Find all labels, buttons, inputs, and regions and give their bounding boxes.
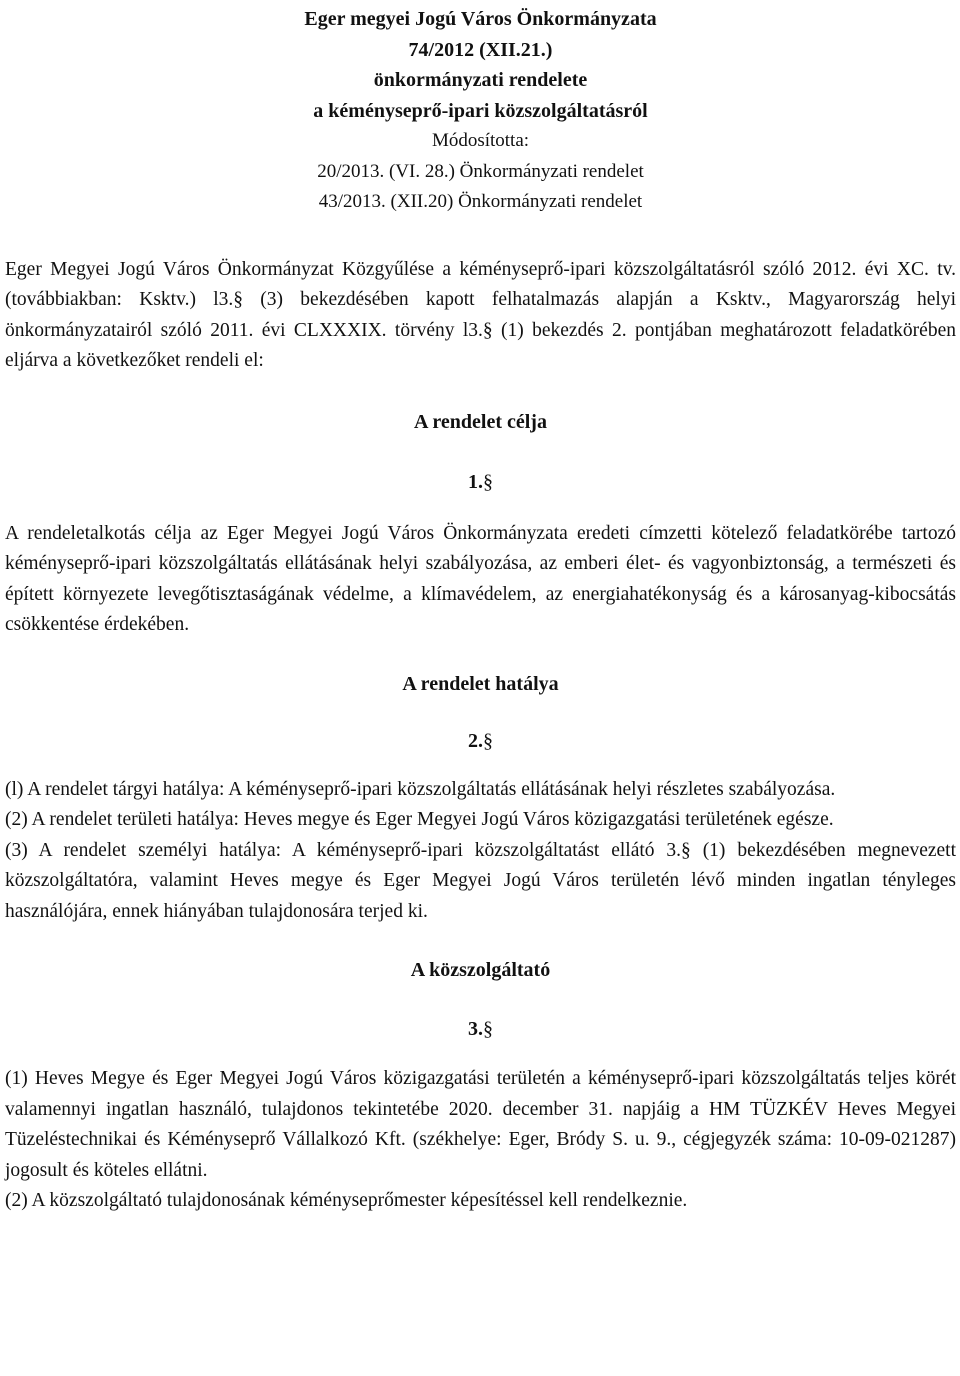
section-1-number-text: 1. bbox=[468, 471, 483, 493]
section-2-number bbox=[5, 726, 956, 757]
section-2-number-text: 2. bbox=[468, 730, 483, 752]
section-1-text: A rendeletalkotás célja az Eger Megyei Jogú Város Önkormányzata eredeti címzetti kötelező feladatkörébe tartozó kéményseprő-ipari közszolgáltatás ellátásának helyi szabályozása, az emberi élet- és vagyonbiztonság, a természeti és épített környezete levegőtisztaságának védelme, a klímavédelem, az energiahatékonyság és a károsanyag-kibocsátás csökkentése érdekében. bbox=[5, 522, 956, 635]
section-1-heading: A rendelet célja bbox=[414, 410, 547, 433]
amendment-1: 20/2013. (VI. 28.) Önkormányzati rendelet bbox=[317, 160, 644, 182]
section-1-number bbox=[5, 467, 956, 498]
paragraph-symbol: § bbox=[483, 471, 493, 493]
decree-subject: a kéményseprő-ipari közszolgáltatásról bbox=[313, 99, 648, 122]
section-3-paragraph-1: (1) Heves Megye és Eger Megyei Jogú Város közigazgatási területén a kéményseprő-ipari közszolgáltatás teljes körét valamennyi ingatlan használó, tulajdonos tekintetébe 2020. december 31. napjáig a HM TÜZKÉV Heves Megyei Tüzeléstechnikai és Kéményseprő Vállalkozó Kft. (székhelye: Eger, Bródy S. u. 9., cégjegyzék száma: 10-09-021287) jogosult és köteles ellátni. bbox=[5, 1068, 956, 1181]
section-3-number-text: 3. bbox=[468, 1017, 483, 1040]
preamble: Eger Megyei Jogú Város Önkormányzat Közgyűlése a kéményseprő-ipari közszolgáltatásról szóló 2012. évi XC. tv. (továbbiakban: Ksktv.) l3.§ (3) bekezdésében kapott felhatalmazás alapján a Ksktv., Magyarország helyi önkormányzatairól szóló 2011. évi CLXXXIX. törvény l3.§ (1) bekezdés 2. pontjában meghatározott feladatkörében eljárva a következőket rendeli el: bbox=[5, 258, 956, 371]
paragraph-symbol: § bbox=[483, 1017, 493, 1040]
modified-by-label: Módosította: bbox=[431, 130, 530, 151]
section-3-number bbox=[5, 1014, 956, 1045]
section-2-paragraph-2: (2) A rendelet területi hatálya: Heves megye és Eger Megyei Jogú Város közigazgatási területének egésze. bbox=[5, 809, 834, 830]
decree-number: 74/2012 (XII.21.) bbox=[408, 38, 553, 61]
section-3-paragraph-2: (2) A közszolgáltató tulajdonosának kéményseprőmester képesítéssel kell rendelkeznie. bbox=[5, 1190, 688, 1211]
decree-type: önkormányzati rendelete bbox=[373, 69, 588, 91]
amendment-2: 43/2013. (XII.20) Önkormányzati rendelet bbox=[318, 191, 643, 212]
section-2-paragraph-1: (l) A rendelet tárgyi hatálya: A kéményseprő-ipari közszolgáltatás ellátásának helyi részletes szabályozása. bbox=[5, 778, 836, 800]
section-3-heading: A közszolgáltató bbox=[410, 959, 551, 981]
document-header bbox=[5, 4, 956, 218]
section-2-heading: A rendelet hatálya bbox=[402, 672, 559, 695]
issuer-title: Eger megyei Jogú Város Önkormányzata bbox=[304, 8, 657, 30]
paragraph-symbol: § bbox=[483, 730, 493, 752]
section-2-paragraph-3: (3) A rendelet személyi hatálya: A kéményseprő-ipari közszolgáltatást ellátó 3.§ (1) bekezdésében megnevezett közszolgáltatóra, valamint Heves megye és Eger Megyei Jogú Város területén lévő minden ingatlan tényleges használójára, ennek hiányában tulajdonosára terjed ki. bbox=[5, 839, 956, 922]
